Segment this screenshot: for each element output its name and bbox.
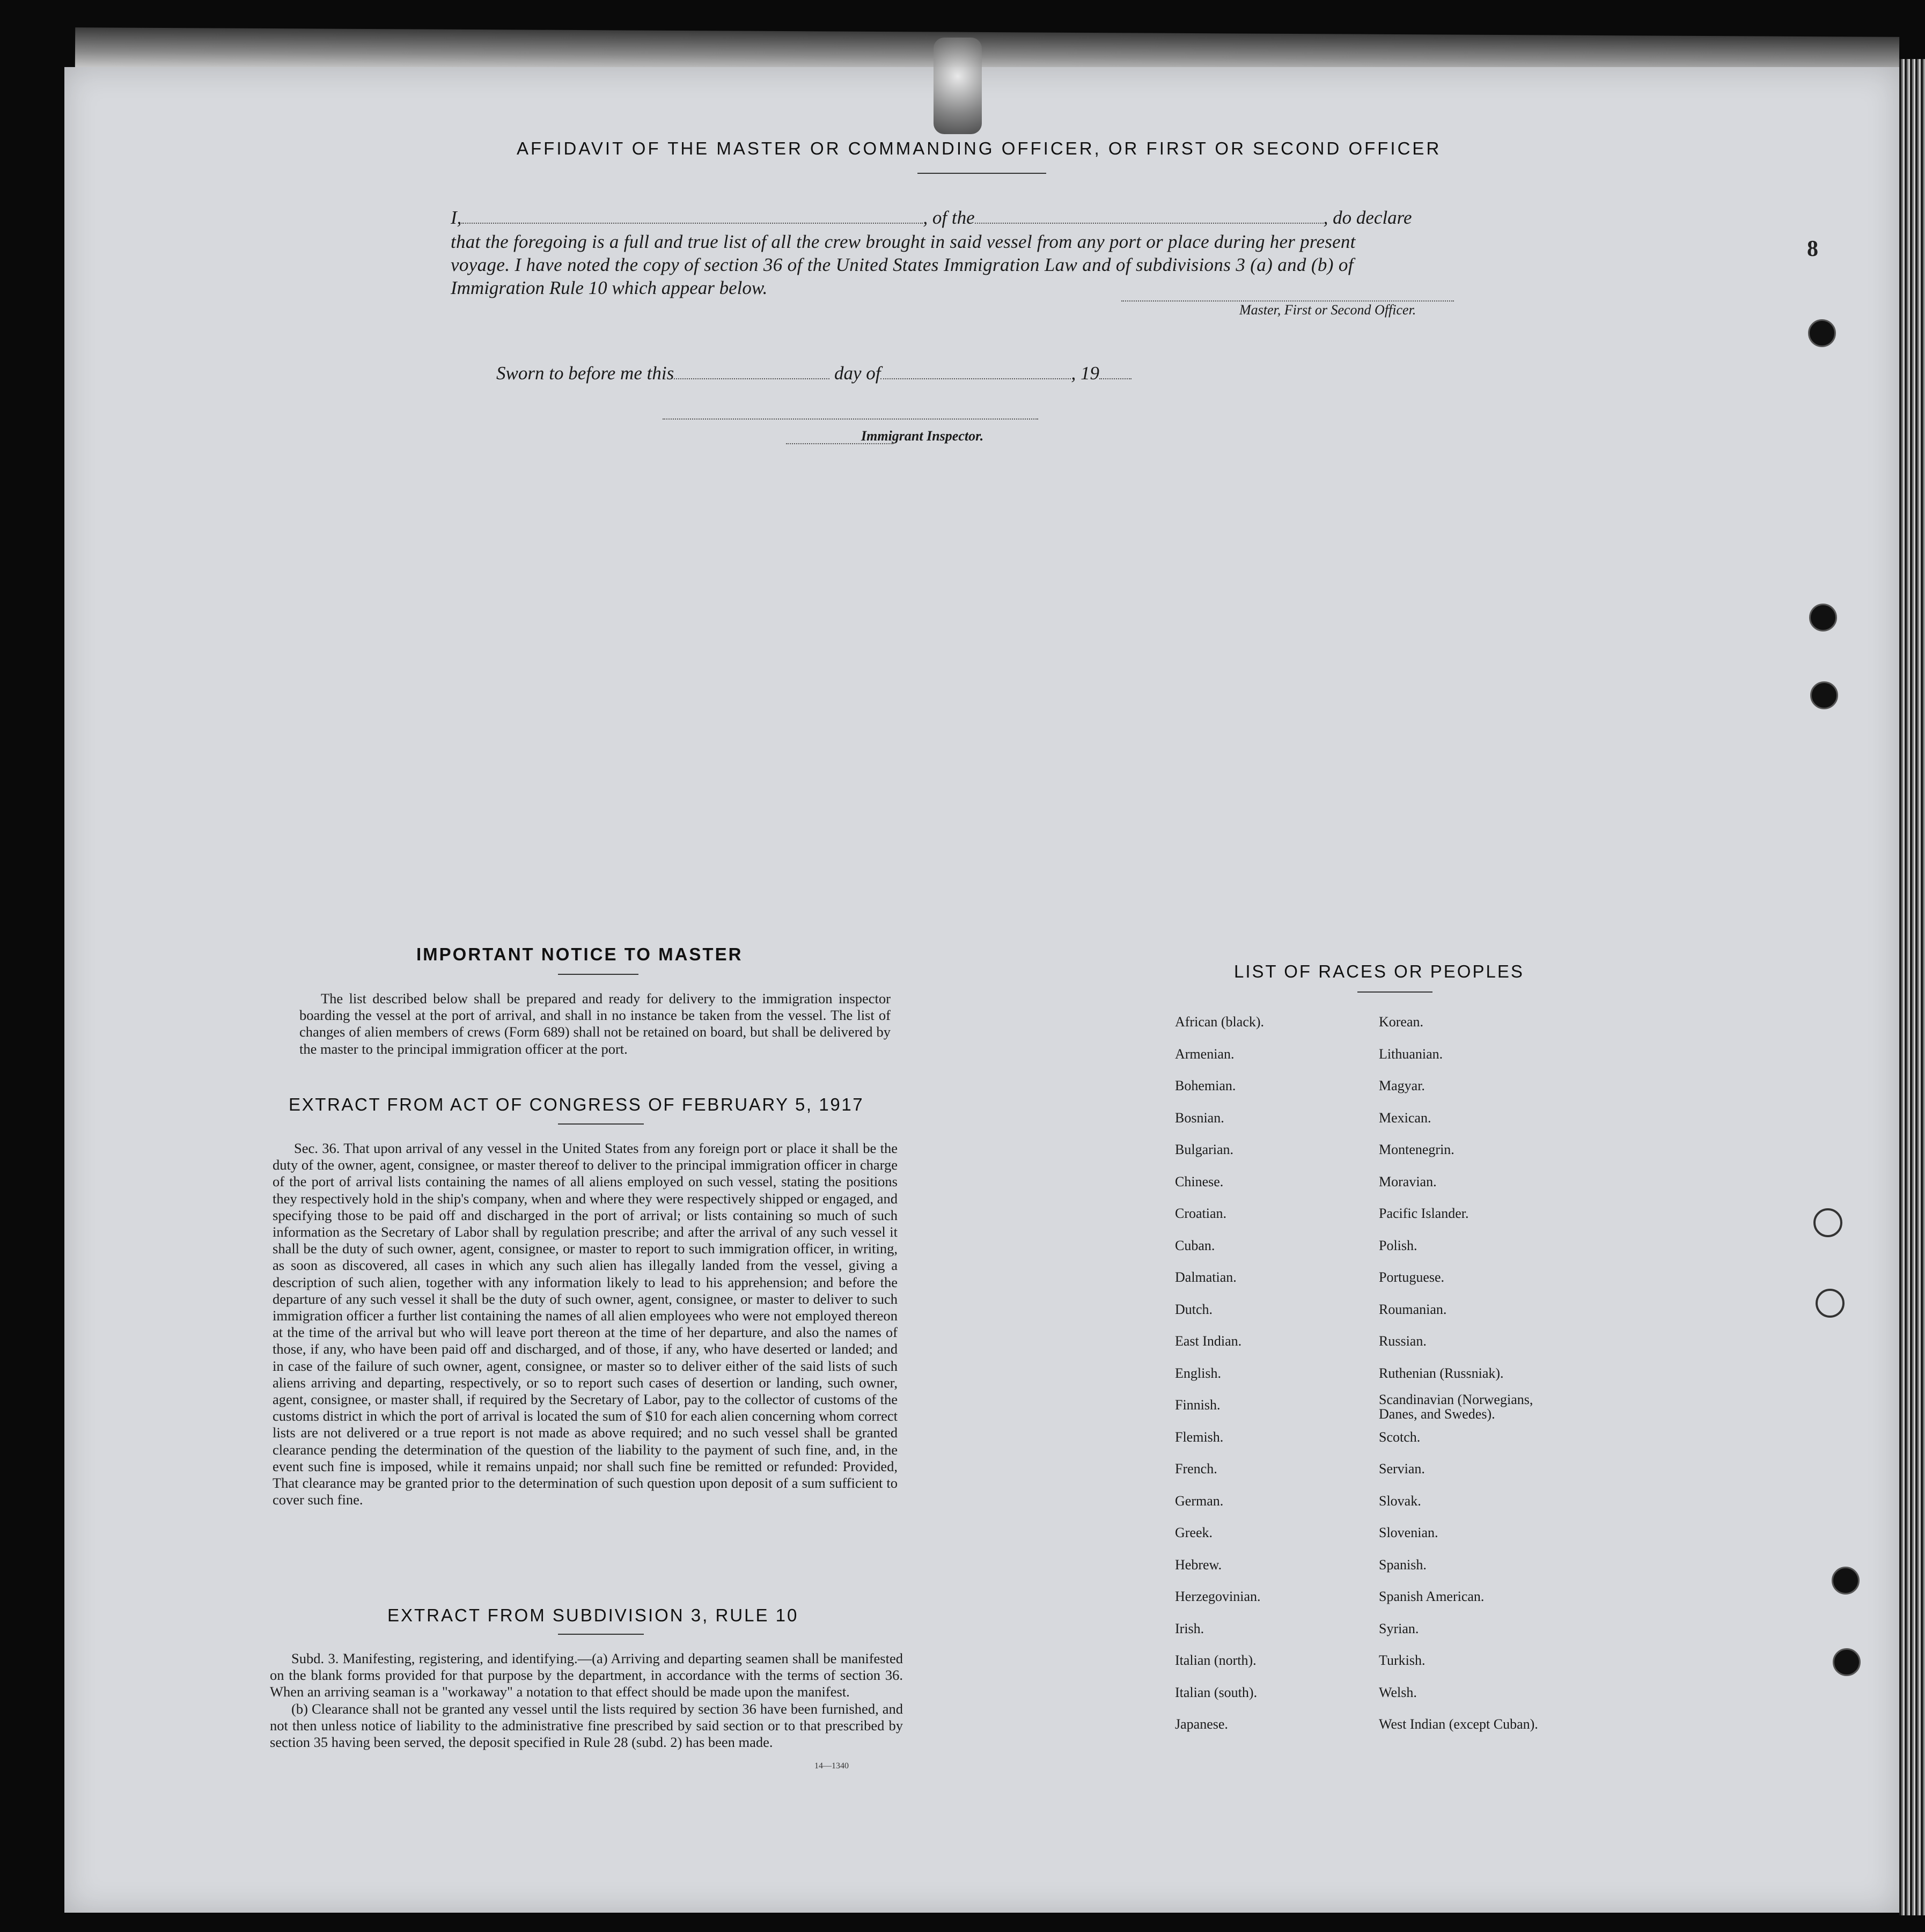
race-item: Italian (north).	[1175, 1652, 1257, 1668]
binder-hole-icon	[1816, 1289, 1845, 1318]
race-item: Russian.	[1379, 1333, 1427, 1349]
act-title: EXTRACT FROM ACT OF CONGRESS OF FEBRUARY 5, 1917	[289, 1094, 864, 1114]
binder-hole-icon	[1813, 1208, 1842, 1237]
binder-hole-icon	[1809, 604, 1837, 631]
inspector-signature-line[interactable]	[663, 418, 1038, 420]
race-item: Mexican.	[1379, 1110, 1431, 1126]
rule-rule	[558, 1634, 644, 1635]
inspector-label: Immigrant Inspector.	[861, 428, 984, 444]
rule-paragraph-b: (b) Clearance shall not be granted any vessel until the lists required by section 36 have been furnished, and not then unless notice of liability to the administrative fine prescribed by said section or to that prescribed by section 35 having been served, the deposit specified in Rule 28 (subd. 2) has been made.	[270, 1700, 903, 1751]
race-item: Japanese.	[1175, 1716, 1228, 1732]
race-item: Cuban.	[1175, 1237, 1215, 1253]
notice-rule	[558, 974, 638, 975]
vessel-blank[interactable]	[975, 208, 1324, 224]
tape-mark	[934, 38, 982, 134]
race-item: African (black).	[1175, 1014, 1265, 1030]
race-item: Scotch.	[1379, 1429, 1421, 1445]
affidavit-line-1	[451, 207, 1470, 229]
page-stack-edge	[1899, 59, 1925, 1915]
affidavit-line-4: Immigration Rule 10 which appear below.	[451, 277, 768, 298]
race-item: Servian.	[1379, 1461, 1425, 1476]
race-item: Irish.	[1175, 1620, 1204, 1636]
race-item: Chinese.	[1175, 1173, 1224, 1189]
affidavit-do-declare: , do declare	[1323, 207, 1412, 228]
sworn-month-blank[interactable]	[880, 363, 1071, 379]
act-text	[273, 1140, 898, 1508]
race-item: Bosnian.	[1175, 1110, 1224, 1126]
act-rule	[558, 1123, 644, 1125]
title-rule	[917, 173, 1046, 174]
race-item: Herzegovinian.	[1175, 1589, 1261, 1604]
race-item: Italian (south).	[1175, 1684, 1258, 1700]
race-item: Scandinavian (Norwegians, Danes, and Swedes).	[1379, 1392, 1533, 1422]
race-item: West Indian (except Cuban).	[1379, 1716, 1538, 1732]
race-item: Lithuanian.	[1379, 1046, 1443, 1062]
race-item: Polish.	[1379, 1237, 1417, 1253]
race-item: Montenegrin.	[1379, 1142, 1454, 1157]
races-column-right	[1379, 1006, 1538, 1740]
notice-title: IMPORTANT NOTICE TO MASTER	[416, 944, 743, 964]
race-item: Moravian.	[1379, 1173, 1437, 1189]
form-number: 14—1340	[814, 1761, 849, 1771]
notice-text	[299, 990, 891, 1057]
race-item: Welsh.	[1379, 1684, 1417, 1700]
race-item: Dalmatian.	[1175, 1269, 1237, 1285]
binder-hole-icon	[1810, 681, 1838, 709]
race-item: Portuguese.	[1379, 1269, 1445, 1285]
affidavit-of-the: , of the	[923, 207, 975, 228]
sworn-prefix: Sworn to before me this	[496, 363, 674, 384]
race-item: Hebrew.	[1175, 1556, 1222, 1573]
document-page	[64, 67, 1899, 1913]
race-item: German.	[1175, 1493, 1224, 1509]
rule-text	[270, 1650, 903, 1751]
binder-hole-icon	[1833, 1648, 1861, 1676]
sworn-line	[496, 362, 1516, 385]
race-item: Bulgarian.	[1175, 1142, 1234, 1157]
race-item: Spanish American.	[1379, 1589, 1485, 1604]
rule-title: EXTRACT FROM SUBDIVISION 3, RULE 10	[387, 1605, 799, 1625]
race-item: English.	[1175, 1365, 1221, 1381]
race-item: French.	[1175, 1461, 1217, 1476]
race-item: Pacific Islander.	[1379, 1206, 1469, 1221]
race-item: East Indian.	[1175, 1333, 1242, 1349]
binder-hole-icon	[1832, 1567, 1860, 1595]
affidavit-title: AFFIDAVIT OF THE MASTER OR COMMANDING OFFICER, OR FIRST OR SECOND OFFICER	[517, 138, 1442, 158]
race-item: Croatian.	[1175, 1206, 1227, 1221]
race-item: Ruthenian (Russniak).	[1379, 1365, 1504, 1381]
affidavit-i: I,	[451, 207, 462, 228]
race-item: Spanish.	[1379, 1556, 1427, 1573]
rule-paragraph-a: Subd. 3. Manifesting, registering, and identifying.—(a) Arriving and departing seamen shall be manifested on the blank forms provided for that purpose by the department, in accordance with the terms of section 36. When an arriving seaman is a "workaway" a notation to that effect should be made upon the manifest.	[270, 1650, 903, 1700]
race-item: Roumanian.	[1379, 1301, 1447, 1317]
race-item: Slovenian.	[1379, 1525, 1438, 1540]
race-item: Greek.	[1175, 1525, 1213, 1540]
races-title: LIST OF RACES OR PEOPLES	[1234, 961, 1524, 981]
race-item: Korean.	[1379, 1014, 1424, 1030]
sworn-day-of: day of	[834, 363, 881, 384]
race-item: Turkish.	[1379, 1652, 1426, 1668]
race-item: Syrian.	[1379, 1620, 1419, 1636]
sworn-year-blank[interactable]	[1099, 363, 1132, 379]
race-item: Armenian.	[1175, 1046, 1235, 1062]
sworn-year: , 19	[1071, 363, 1099, 384]
races-column-left	[1175, 1006, 1264, 1740]
race-item: Slovak.	[1379, 1493, 1421, 1509]
race-item: Flemish.	[1175, 1429, 1224, 1445]
race-item: Bohemian.	[1175, 1078, 1236, 1093]
affidavit-line-3: voyage. I have noted the copy of section 36 of the United States Immigration Law and of subdivisions 3 (a) and (b) of	[451, 254, 1354, 275]
race-item: Finnish.	[1175, 1397, 1221, 1413]
act-paragraph: Sec. 36. That upon arrival of any vessel in the United States from any foreign port or place it shall be the duty of the owner, agent, consignee, or master thereof to deliver to the principal immigration officer in charge of the port of arrival lists containing the names of all aliens employed on such vessel, stating the positions they respectively hold in the ship's company, when and where they were respectively shipped or engaged, and specifying those to be paid off and discharged in the port of arrival; or lists containing so much of such information as the Secretary of Labor shall by regulation prescribe; and after the arrival of any such vessel it shall be the duty of such owner, agent, consignee, or master to report to such immigration officer, in writing, as soon as discovered, all cases in which any such alien has illegally landed from the vessel, giving a description of such alien, together with any information likely to lead to his apprehension; and before the departure of any such vessel it shall be the duty of such owner, agent, consignee, or master to deliver to such immigration officer a further list containing the names of all alien employees who were not employed thereon at the time of the arrival but who will leave port thereon at the time of her departure, and also the names of those, if any, who have been paid off and discharged, and of those, if any, who have deserted or landed; and in case of the failure of such owner, agent, consignee, or master so to deliver either of the said lists of such aliens arriving and departing, respectively, or so to report such cases of desertion or landing, such owner, agent, consignee, or master shall, if required by the Secretary of Labor, pay to the collector of customs of the customs district in which the port of arrival is located the sum of $10 for each alien concerning whom correct lists are not delivered or a true report is not made as above required; and no such vessel shall be granted clearance pending the determination of the question of the liability to the payment of such fine, and, in the event such fine is imposed, while it remains unpaid; nor shall such fine be remitted or refunded: Provided, That clearance may be granted prior to the determination of such question upon deposit of a sum sufficient to cover such fine.	[273, 1140, 898, 1508]
notice-paragraph: The list described below shall be prepared and ready for delivery to the immigration inspector boarding the vessel at the port of arrival, and shall in no instance be taken from the vessel. The list of changes of alien members of crews (Form 689) shall not be retained on board, but shall be delivered by the master to the principal immigration officer at the port.	[299, 990, 891, 1057]
binder-hole-icon	[1808, 319, 1836, 347]
master-signature-label: Master, First or Second Officer.	[1239, 302, 1416, 318]
master-signature-line[interactable]	[1121, 300, 1454, 302]
races-rule	[1357, 991, 1432, 993]
margin-mark: 8	[1807, 237, 1818, 261]
affidavit-line-2: that the foregoing is a full and true list of all the crew brought in said vessel from any port or place during her present	[451, 231, 1356, 252]
race-item: Magyar.	[1379, 1078, 1425, 1093]
name-blank[interactable]	[461, 208, 923, 224]
sworn-day-blank[interactable]	[674, 363, 829, 379]
race-item: Dutch.	[1175, 1301, 1213, 1317]
